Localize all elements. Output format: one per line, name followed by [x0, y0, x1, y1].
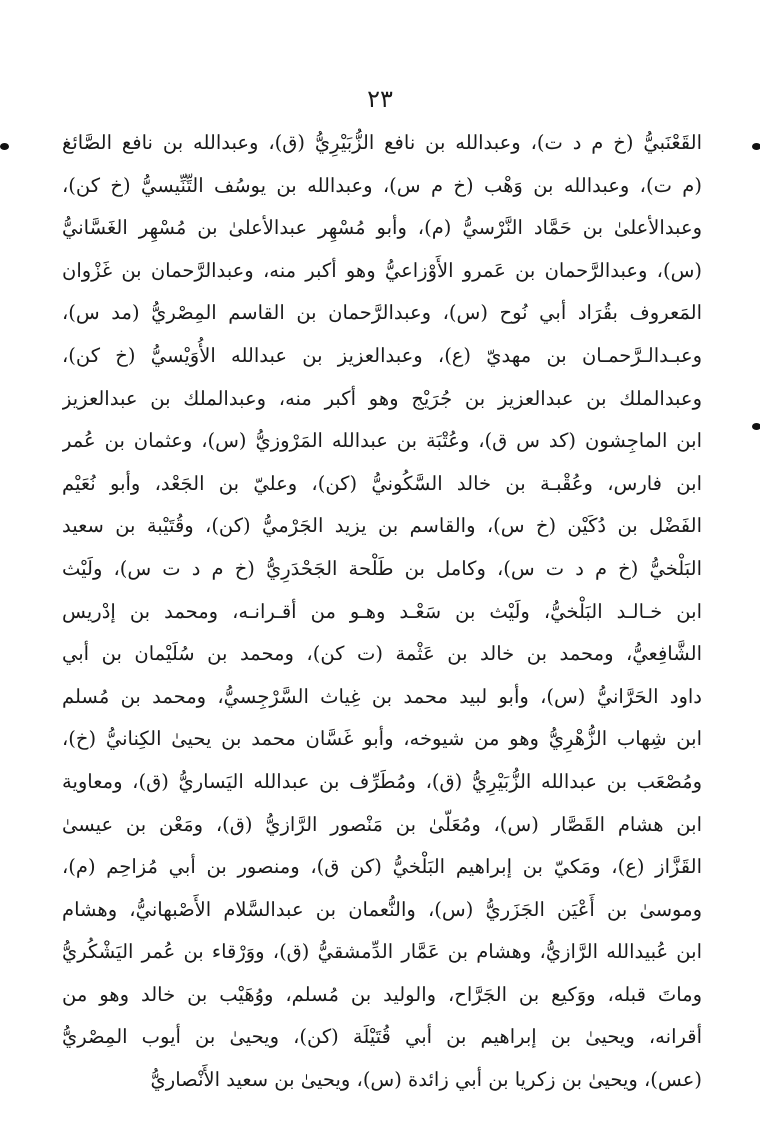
text-line: داود الحَرَّانيُّ (س)، وأبو لبيد محمد بن غِياث السَّرْجِسيُّ، ومحمد بن مُسلم [62, 684, 702, 708]
text-line: البَلْخيُّ (خ م د ت س)، وكامل بن طَلْحة الجَحْدَرِيُّ (خ م د ت س)، ولَيْث [62, 556, 702, 580]
text-line: ابن شِهاب الزُّهْرِيُّ وهو من شيوخه، وأبو غَسَّان محمد بن يحيىٰ الكِنانيُّ (خ)، [62, 727, 702, 751]
text-line: ابن فارس، وعُقْبـة بن خالد السَّكُونيُّ (كن)، وعليّ بن الجَعْد، وأبو نُعَيْم [62, 471, 702, 495]
text-line: ابن خـالـد البَلْخيُّ، ولَيْث بن سَعْـد وهـو من أقـرانـه، ومحمد بن إدْريس [62, 599, 702, 623]
text-line: ابن عُبيدالله الرَّازيُّ، وهشام بن عَمَّار الدِّمشقيُّ (ق)، ووَرْقاء بن عُمر اليَشْكُريُّ [62, 940, 702, 964]
text-line: المَعروف بقُرَاد أبي نُوح (س)، وعبدالرَّحمان بن القاسم المِصْريُّ (مد س)، [62, 301, 702, 325]
text-line: (س)، وعبدالرَّحمان بن عَمرو الأَوْزاعيُّ وهو أكبر منه، وعبدالرَّحمان بن غَزْوان [62, 258, 702, 282]
text-line: (عس)، ويحيىٰ بن زكريا بن أبي زائدة (س)، ويحيىٰ بن سعيد الأَنْصاريُّ [150, 1068, 702, 1092]
text-line: وموسىٰ بن أَعْيَن الجَزَريُّ (س)، والنُّعمان بن عبدالسَّلام الأَصْبهانيُّ، وهشام [62, 897, 702, 921]
text-line: (م ت)، وعبدالله بن وَهْب (خ م س)، وعبدالله بن يوسُف التِّنِّيسيُّ (خ كن)، [62, 173, 702, 197]
text-line: القَزَّاز (ع)، ومَكيّ بن إبراهيم البَلْخيُّ (كن ق)، ومنصور بن أبي مُزاحِم (م)، [62, 855, 702, 879]
text-line: وعبـدالـرَّحمـان بن مهديّ (ع)، وعبدالعزيز بن عبدالله الأُوَيْسيُّ (خ كن)، [62, 343, 702, 367]
text-line: الفَضْل بن دُكَيْن (خ س)، والقاسم بن يزيد الجَرْميُّ (كن)، وقُتَيْبة بن سعيد [62, 514, 702, 538]
text-line: وعبدالأعلىٰ بن حَمَّاد النَّرْسيُّ (م)، وأبو مُسْهِر عبدالأعلىٰ بن مُسْهِر الغَسَّانيُّ [62, 216, 702, 240]
text-line: وعبدالملك بن عبدالعزيز بن جُرَيْج وهو أكبر منه، وعبدالملك بن عبدالعزيز [62, 386, 702, 410]
page-number: ٢٣ [367, 85, 393, 113]
text-line: ابن الماجِشون (كد س ق)، وعُتْبَة بن عبدالله المَرْوزيُّ (س)، وعثمان بن عُمر [62, 429, 702, 453]
text-line: ومُصْعَب بن عبدالله الزُّبَيْرِيُّ (ق)، ومُطَرِّف بن عبدالله اليَساريُّ (ق)، ومعاوية [62, 769, 702, 793]
text-line: أقرانه، ويحيىٰ بن إبراهيم بن أبي قُتَيْلَة (كن)، ويحيىٰ بن أيوب المِصْريُّ [62, 1025, 702, 1049]
margin-mark-right-top [752, 143, 760, 150]
margin-mark-right-middle [752, 423, 760, 430]
margin-mark-left [0, 143, 9, 150]
text-line: القَعْنَبيُّ (خ م د ت)، وعبدالله بن نافع الزُّبَيْرِيُّ (ق)، وعبدالله بن نافع الصَّائغ [62, 131, 702, 154]
text-line: الشَّافِعيُّ، ومحمد بن خالد بن عَثْمة (ت كن)، ومحمد بن سُلَيْمان بن أبي [62, 642, 702, 666]
text-line: وماتَ قبله، ووَكيع بن الجَرَّاح، والوليد بن مُسلم، ووُهَيْب بن خالد وهو من [62, 982, 702, 1006]
text-body [62, 122, 702, 1102]
text-line: ابن هشام القَصَّار (س)، ومُعَلّىٰ بن مَنْصور الرَّازيُّ (ق)، ومَعْن بن عيسىٰ [62, 812, 702, 836]
